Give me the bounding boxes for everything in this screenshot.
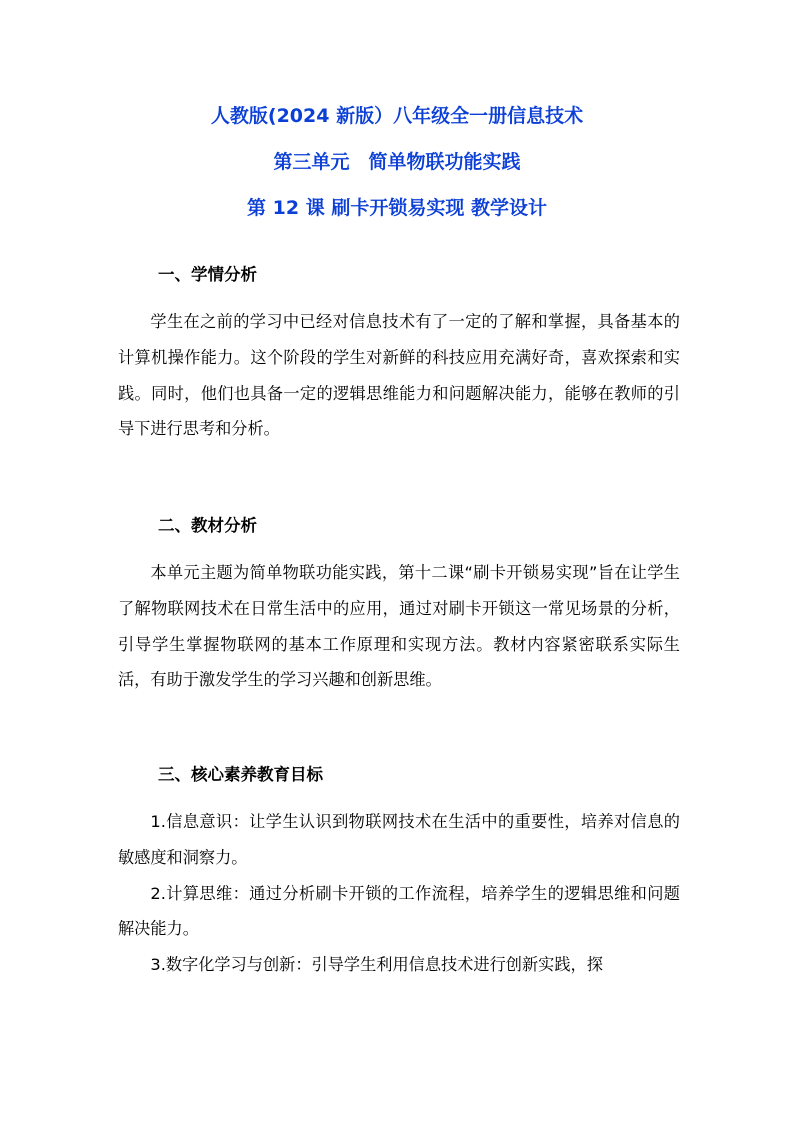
section-textbook-analysis — [118, 514, 680, 698]
title-line-course: 人教版(2024 新版）八年级全一册信息技术 — [210, 105, 584, 127]
goal-item: 2.计算思维：通过分析刷卡开锁的工作流程，培养学生的逻辑思维和问题解决能力。 — [118, 883, 680, 939]
section-student-analysis — [118, 263, 680, 447]
goal-item: 1.信息意识：让学生认识到物联网技术在生活中的重要性，培养对信息的敏感度和洞察力。 — [118, 812, 680, 867]
section-heading: 一、学情分析 — [158, 265, 257, 284]
title-line-lesson: 第 12 课 刷卡开锁易实现 教学设计 — [247, 197, 547, 219]
document-title — [0, 104, 794, 242]
section-heading: 三、核心素养教育目标 — [158, 765, 323, 784]
section-paragraph: 学生在之前的学习中已经对信息技术有了一定的了解和掌握，具备基本的计算机操作能力。这个阶段的学生对新鲜的科技应用充满好奇，喜欢探索和实践。同时，他们也具备一定的逻辑思维能力和问题解决能力，能够在教师的引导下进行思考和分析。 — [118, 312, 680, 439]
title-line-unit: 第三单元 简单物联功能实践 — [273, 151, 521, 173]
goal-item: 3.数字化学习与创新：引导学生利用信息技术进行创新实践，探 — [150, 955, 603, 975]
section-paragraph: 本单元主题为简单物联功能实践，第十二课“刷卡开锁易实现”旨在让学生了解物联网技术在日常生活中的应用，通过对刷卡开锁这一常见场景的分析，引导学生掌握物联网的基本工作原理和实现方法。教材内容紧密联系实际生活，有助于激发学生的学习兴趣和创新思维。 — [118, 563, 680, 690]
section-core-literacy-goals — [118, 763, 680, 983]
section-heading: 二、教材分析 — [158, 516, 257, 535]
